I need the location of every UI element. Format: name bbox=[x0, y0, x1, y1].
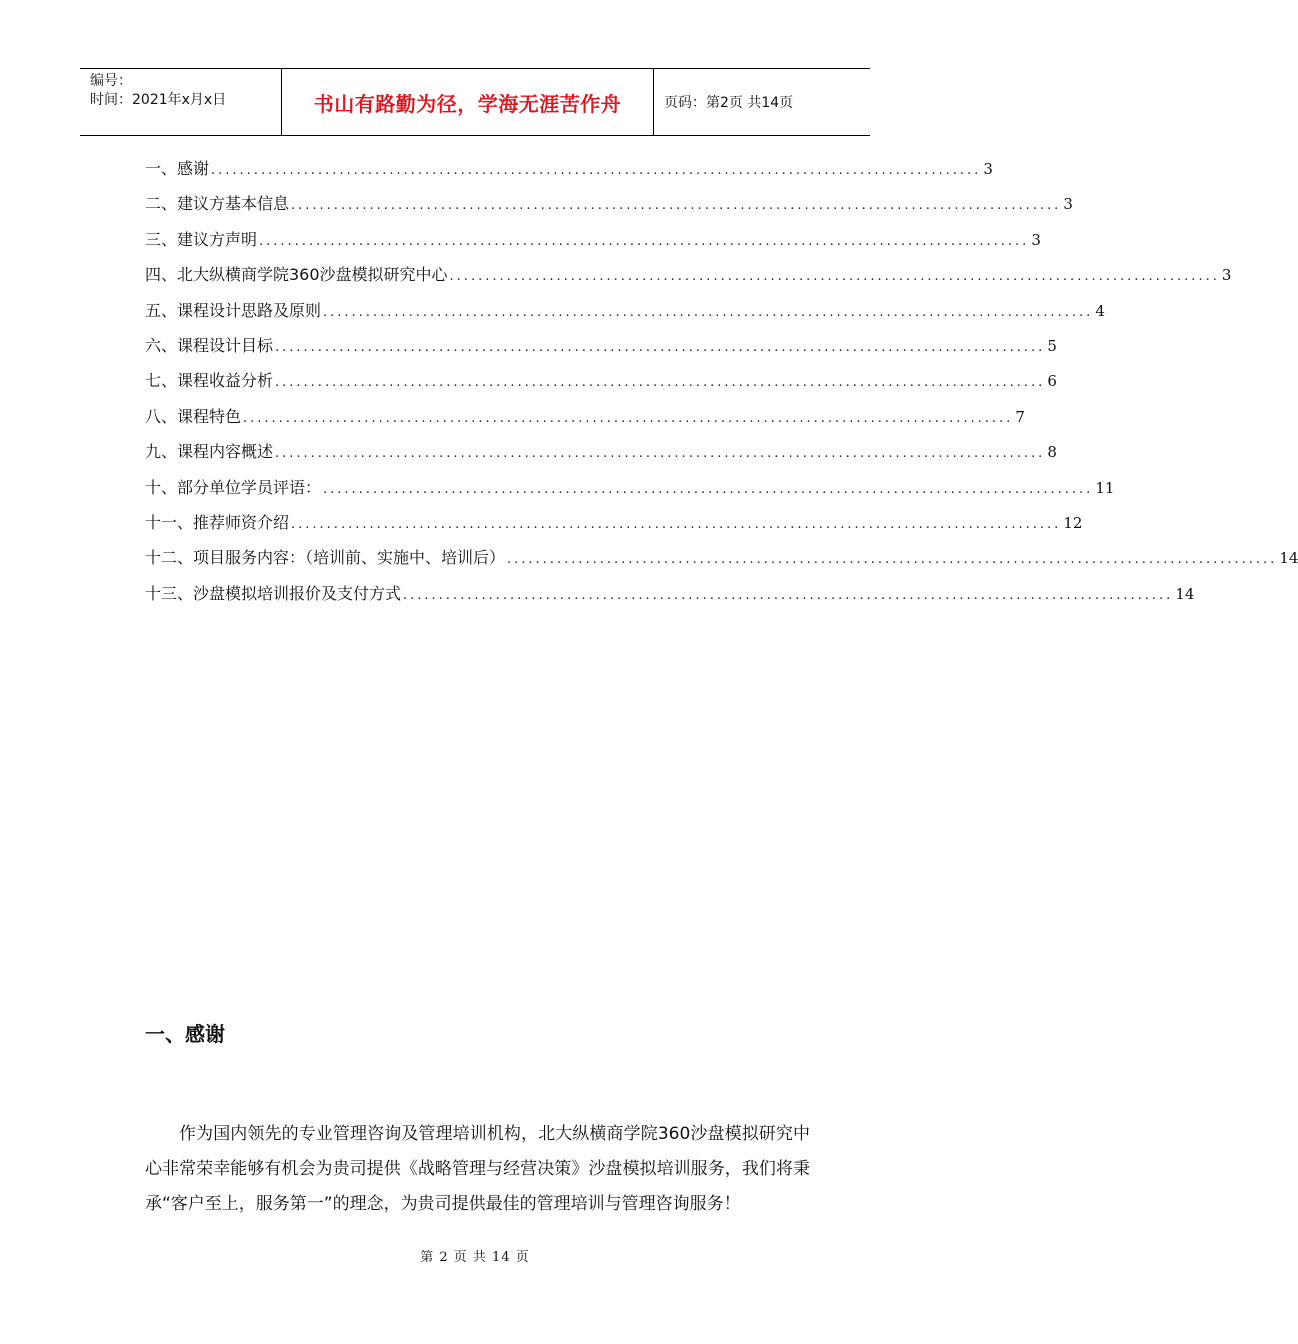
toc-leader-dots: ............................................................................................................ bbox=[275, 446, 1046, 462]
table-of-contents bbox=[145, 156, 1298, 616]
toc-entry-label: 九、课程内容概述 bbox=[145, 442, 274, 462]
toc-leader-dots: ............................................................................................................ bbox=[291, 516, 1062, 532]
toc-leader-dots: ............................................................................................................ bbox=[275, 375, 1046, 391]
toc-leader-dots: ............................................................................................................ bbox=[403, 587, 1174, 603]
toc-leader-dots: ............................................................................................................ bbox=[243, 410, 1014, 426]
toc-leader-dots: ............................................................................................................ bbox=[507, 552, 1278, 568]
toc-leader-dots: ............................................................................................................ bbox=[259, 233, 1030, 249]
toc-entry-label: 十二、项目服务内容：（培训前、实施中、培训后） bbox=[145, 548, 506, 568]
toc-entry-label: 二、建议方基本信息 bbox=[145, 194, 290, 214]
header-motto: 书山有路勤为径，学海无涯苦作舟 bbox=[282, 69, 654, 135]
toc-entry-page: 14 bbox=[1279, 549, 1298, 568]
toc-entry-label: 六、课程设计目标 bbox=[145, 335, 274, 355]
toc-entry[interactable] bbox=[145, 510, 1083, 545]
toc-leader-dots: ............................................................................................................ bbox=[449, 269, 1220, 285]
toc-entry-label: 四、北大纵横商学院360沙盘模拟研究中心 bbox=[145, 265, 448, 285]
toc-entry-label: 三、建议方声明 bbox=[145, 229, 258, 249]
toc-entry-label: 十三、沙盘模拟培训报价及支付方式 bbox=[145, 583, 402, 603]
toc-leader-dots: ............................................................................................................ bbox=[323, 304, 1094, 320]
toc-entry[interactable] bbox=[145, 545, 1298, 580]
toc-leader-dots: ............................................................................................................ bbox=[323, 481, 1094, 497]
page-footer: 第 2 页 共 14 页 bbox=[420, 1250, 530, 1265]
header-meta bbox=[80, 69, 282, 135]
toc-entry[interactable] bbox=[145, 581, 1195, 616]
toc-entry[interactable] bbox=[145, 368, 1057, 403]
toc-entry[interactable] bbox=[145, 191, 1073, 226]
toc-entry-page: 5 bbox=[1047, 336, 1057, 355]
toc-entry[interactable] bbox=[145, 475, 1115, 510]
toc-leader-dots: ............................................................................................................ bbox=[211, 163, 982, 178]
header-page-info: 页码：第2页 共14页 bbox=[664, 95, 794, 111]
section-paragraph: 作为国内领先的专业管理咨询及管理培训机构，北大纵横商学院360沙盘模拟研究中心非常荣幸能够有机会为贵司提供《战略管理与经营决策》沙盘模拟培训服务，我们将秉承“客户至上，服务第一”的理念，为贵司提供最佳的管理培训与管理咨询服务！ bbox=[145, 1124, 810, 1214]
toc-entry[interactable] bbox=[145, 439, 1057, 474]
toc-leader-dots: ............................................................................................................ bbox=[275, 339, 1046, 355]
toc-entry-page: 8 bbox=[1047, 443, 1057, 462]
toc-entry-page: 3 bbox=[1031, 230, 1041, 249]
number-label: 编号： bbox=[90, 73, 132, 89]
page-header bbox=[80, 68, 870, 136]
toc-entry-page: 3 bbox=[983, 160, 993, 178]
toc-entry-label: 十、部分单位学员评语： bbox=[145, 477, 322, 497]
toc-entry-label: 一、感谢 bbox=[145, 159, 210, 178]
toc-entry-label: 五、课程设计思路及原则 bbox=[145, 300, 322, 320]
toc-entry[interactable] bbox=[145, 227, 1041, 262]
section-heading: 一、感谢 bbox=[145, 1022, 225, 1046]
toc-entry-page: 7 bbox=[1015, 407, 1025, 426]
toc-entry-page: 14 bbox=[1175, 584, 1195, 603]
toc-entry[interactable] bbox=[145, 298, 1105, 333]
toc-entry-page: 11 bbox=[1095, 478, 1115, 497]
toc-leader-dots: ............................................................................................................ bbox=[291, 198, 1062, 214]
toc-entry[interactable] bbox=[145, 262, 1232, 297]
toc-entry-page: 4 bbox=[1095, 301, 1105, 320]
toc-entry-label: 八、课程特色 bbox=[145, 406, 242, 426]
toc-entry-label: 十一、推荐师资介绍 bbox=[145, 512, 290, 532]
toc-entry-page: 12 bbox=[1063, 513, 1083, 532]
toc-entry-page: 6 bbox=[1047, 372, 1057, 391]
toc-entry[interactable] bbox=[145, 156, 993, 191]
toc-entry[interactable] bbox=[145, 333, 1057, 368]
time-label: 时间：2021年x月x日 bbox=[90, 92, 227, 108]
toc-entry-page: 3 bbox=[1221, 266, 1232, 285]
toc-entry-page: 3 bbox=[1063, 195, 1073, 214]
toc-entry-label: 七、课程收益分析 bbox=[145, 371, 274, 391]
toc-entry[interactable] bbox=[145, 404, 1025, 439]
